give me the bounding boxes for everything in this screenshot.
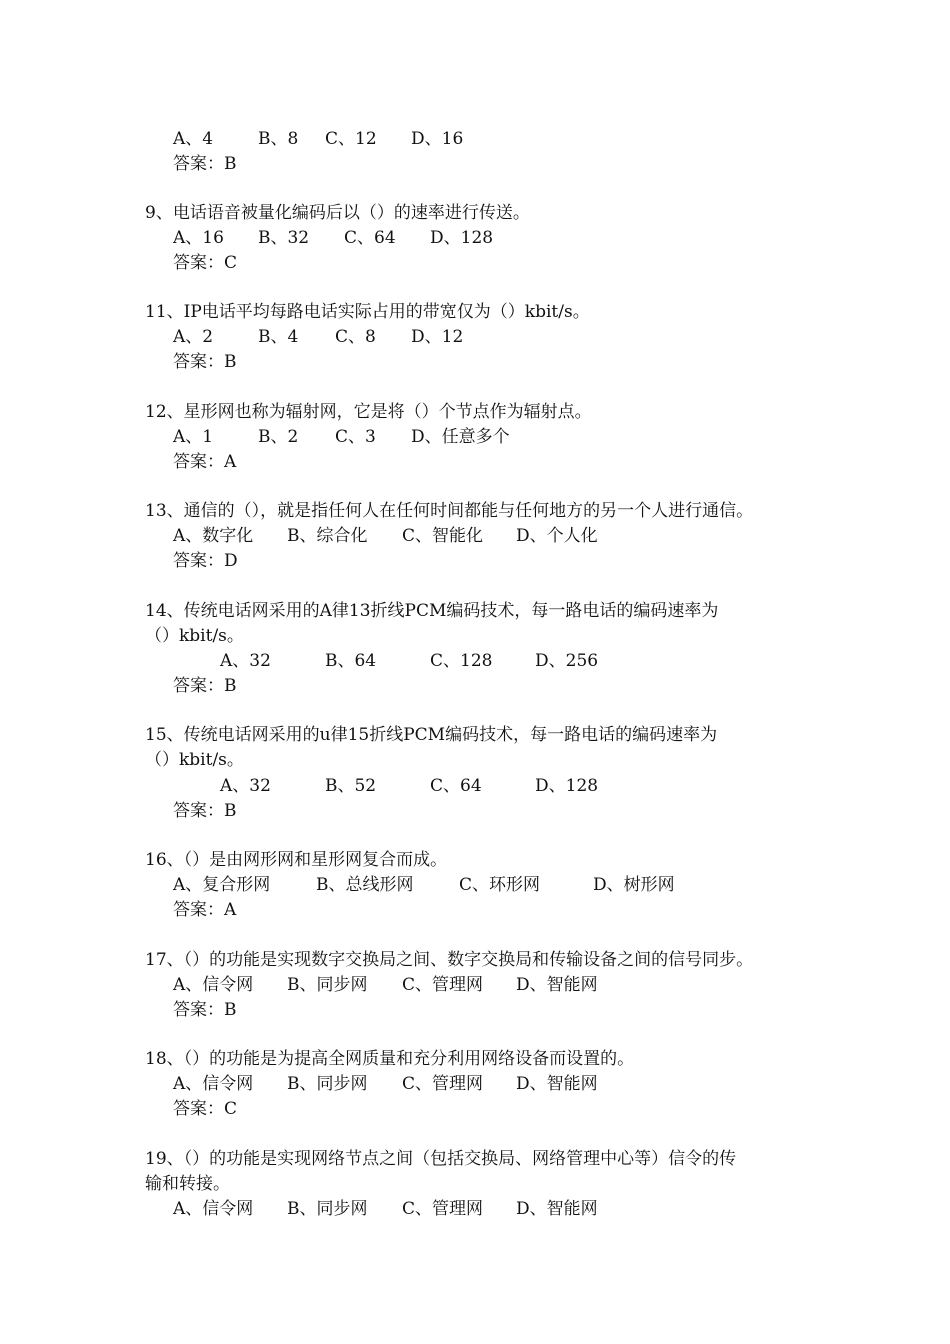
question-text: 16、（）是由网形网和星形网复合而成。 [145,850,448,870]
answer: 答案：B [173,1000,237,1020]
question-text: 14、传统电话网采用的A律13折线PCM编码技术，每一路电话的编码速率为 [145,601,719,621]
option-d: D、16 [411,129,464,149]
option-c: C、管理网 [402,975,484,995]
answer: 答案：B [173,676,237,696]
option-a: A、2 [173,327,214,347]
answer: 答案：C [173,1099,238,1119]
option-c: C、环形网 [459,875,541,895]
option-b: B、综合化 [287,526,368,546]
question-text: 11、IP电话平均每路电话实际占用的带宽仅为（）kbit/s。 [145,302,590,322]
question-text-continued: 输和转接。 [145,1174,230,1194]
option-a: A、32 [220,776,271,796]
answer: 答案：A [173,900,237,920]
option-c: C、64 [344,228,396,248]
option-c: C、64 [430,776,482,796]
option-d: D、个人化 [516,526,598,546]
option-c: C、智能化 [402,526,484,546]
option-a: A、信令网 [173,1199,254,1219]
answer: 答案：C [173,253,238,273]
question-text: 15、传统电话网采用的u律15折线PCM编码技术，每一路电话的编码速率为 [145,725,718,745]
option-b: B、8 [258,129,299,149]
question-text: 9、电话语音被量化编码后以（）的速率进行传送。 [145,203,530,223]
option-a: A、1 [173,427,214,447]
option-b: B、32 [258,228,310,248]
option-c: C、12 [325,129,377,149]
option-c: C、128 [430,651,493,671]
option-a: A、4 [173,129,214,149]
option-b: B、2 [258,427,299,447]
answer: 答案：D [173,551,238,571]
option-c: C、8 [335,327,376,347]
question-text: 13、通信的（），就是指任何人在任何时间都能与任何地方的另一个人进行通信。 [145,501,754,521]
option-a: A、16 [173,228,224,248]
answer: 答案：B [173,154,237,174]
option-d: D、树形网 [593,875,675,895]
answer: 答案：B [173,801,237,821]
option-d: D、12 [411,327,464,347]
option-c: C、3 [335,427,376,447]
option-b: B、4 [258,327,299,347]
question-text: 18、（）的功能是为提高全网质量和充分利用网络设备而设置的。 [145,1049,635,1069]
option-d: D、任意多个 [411,427,510,447]
option-a: A、信令网 [173,1074,254,1094]
question-text: 19、（）的功能是实现网络节点之间（包括交换局、网络管理中心等）信令的传 [145,1149,737,1169]
question-text-continued: （）kbit/s。 [145,626,244,646]
option-b: B、同步网 [287,1199,368,1219]
option-b: B、64 [325,651,377,671]
answer: 答案：A [173,452,237,472]
option-c: C、管理网 [402,1074,484,1094]
option-a: A、数字化 [173,526,254,546]
answer: 答案：B [173,352,237,372]
option-d: D、256 [535,651,599,671]
option-b: B、同步网 [287,975,368,995]
option-a: A、复合形网 [173,875,271,895]
option-d: D、智能网 [516,1074,598,1094]
option-b: B、总线形网 [316,875,414,895]
option-b: B、52 [325,776,377,796]
question-text-continued: （）kbit/s。 [145,750,244,770]
option-d: D、智能网 [516,1199,598,1219]
option-d: D、智能网 [516,975,598,995]
option-b: B、同步网 [287,1074,368,1094]
option-c: C、管理网 [402,1199,484,1219]
option-d: D、128 [535,776,599,796]
option-a: A、32 [220,651,271,671]
question-text: 12、星形网也称为辐射网，它是将（）个节点作为辐射点。 [145,402,592,422]
option-a: A、信令网 [173,975,254,995]
question-text: 17、（）的功能是实现数字交换局之间、数字交换局和传输设备之间的信号同步。 [145,950,754,970]
option-d: D、128 [430,228,494,248]
